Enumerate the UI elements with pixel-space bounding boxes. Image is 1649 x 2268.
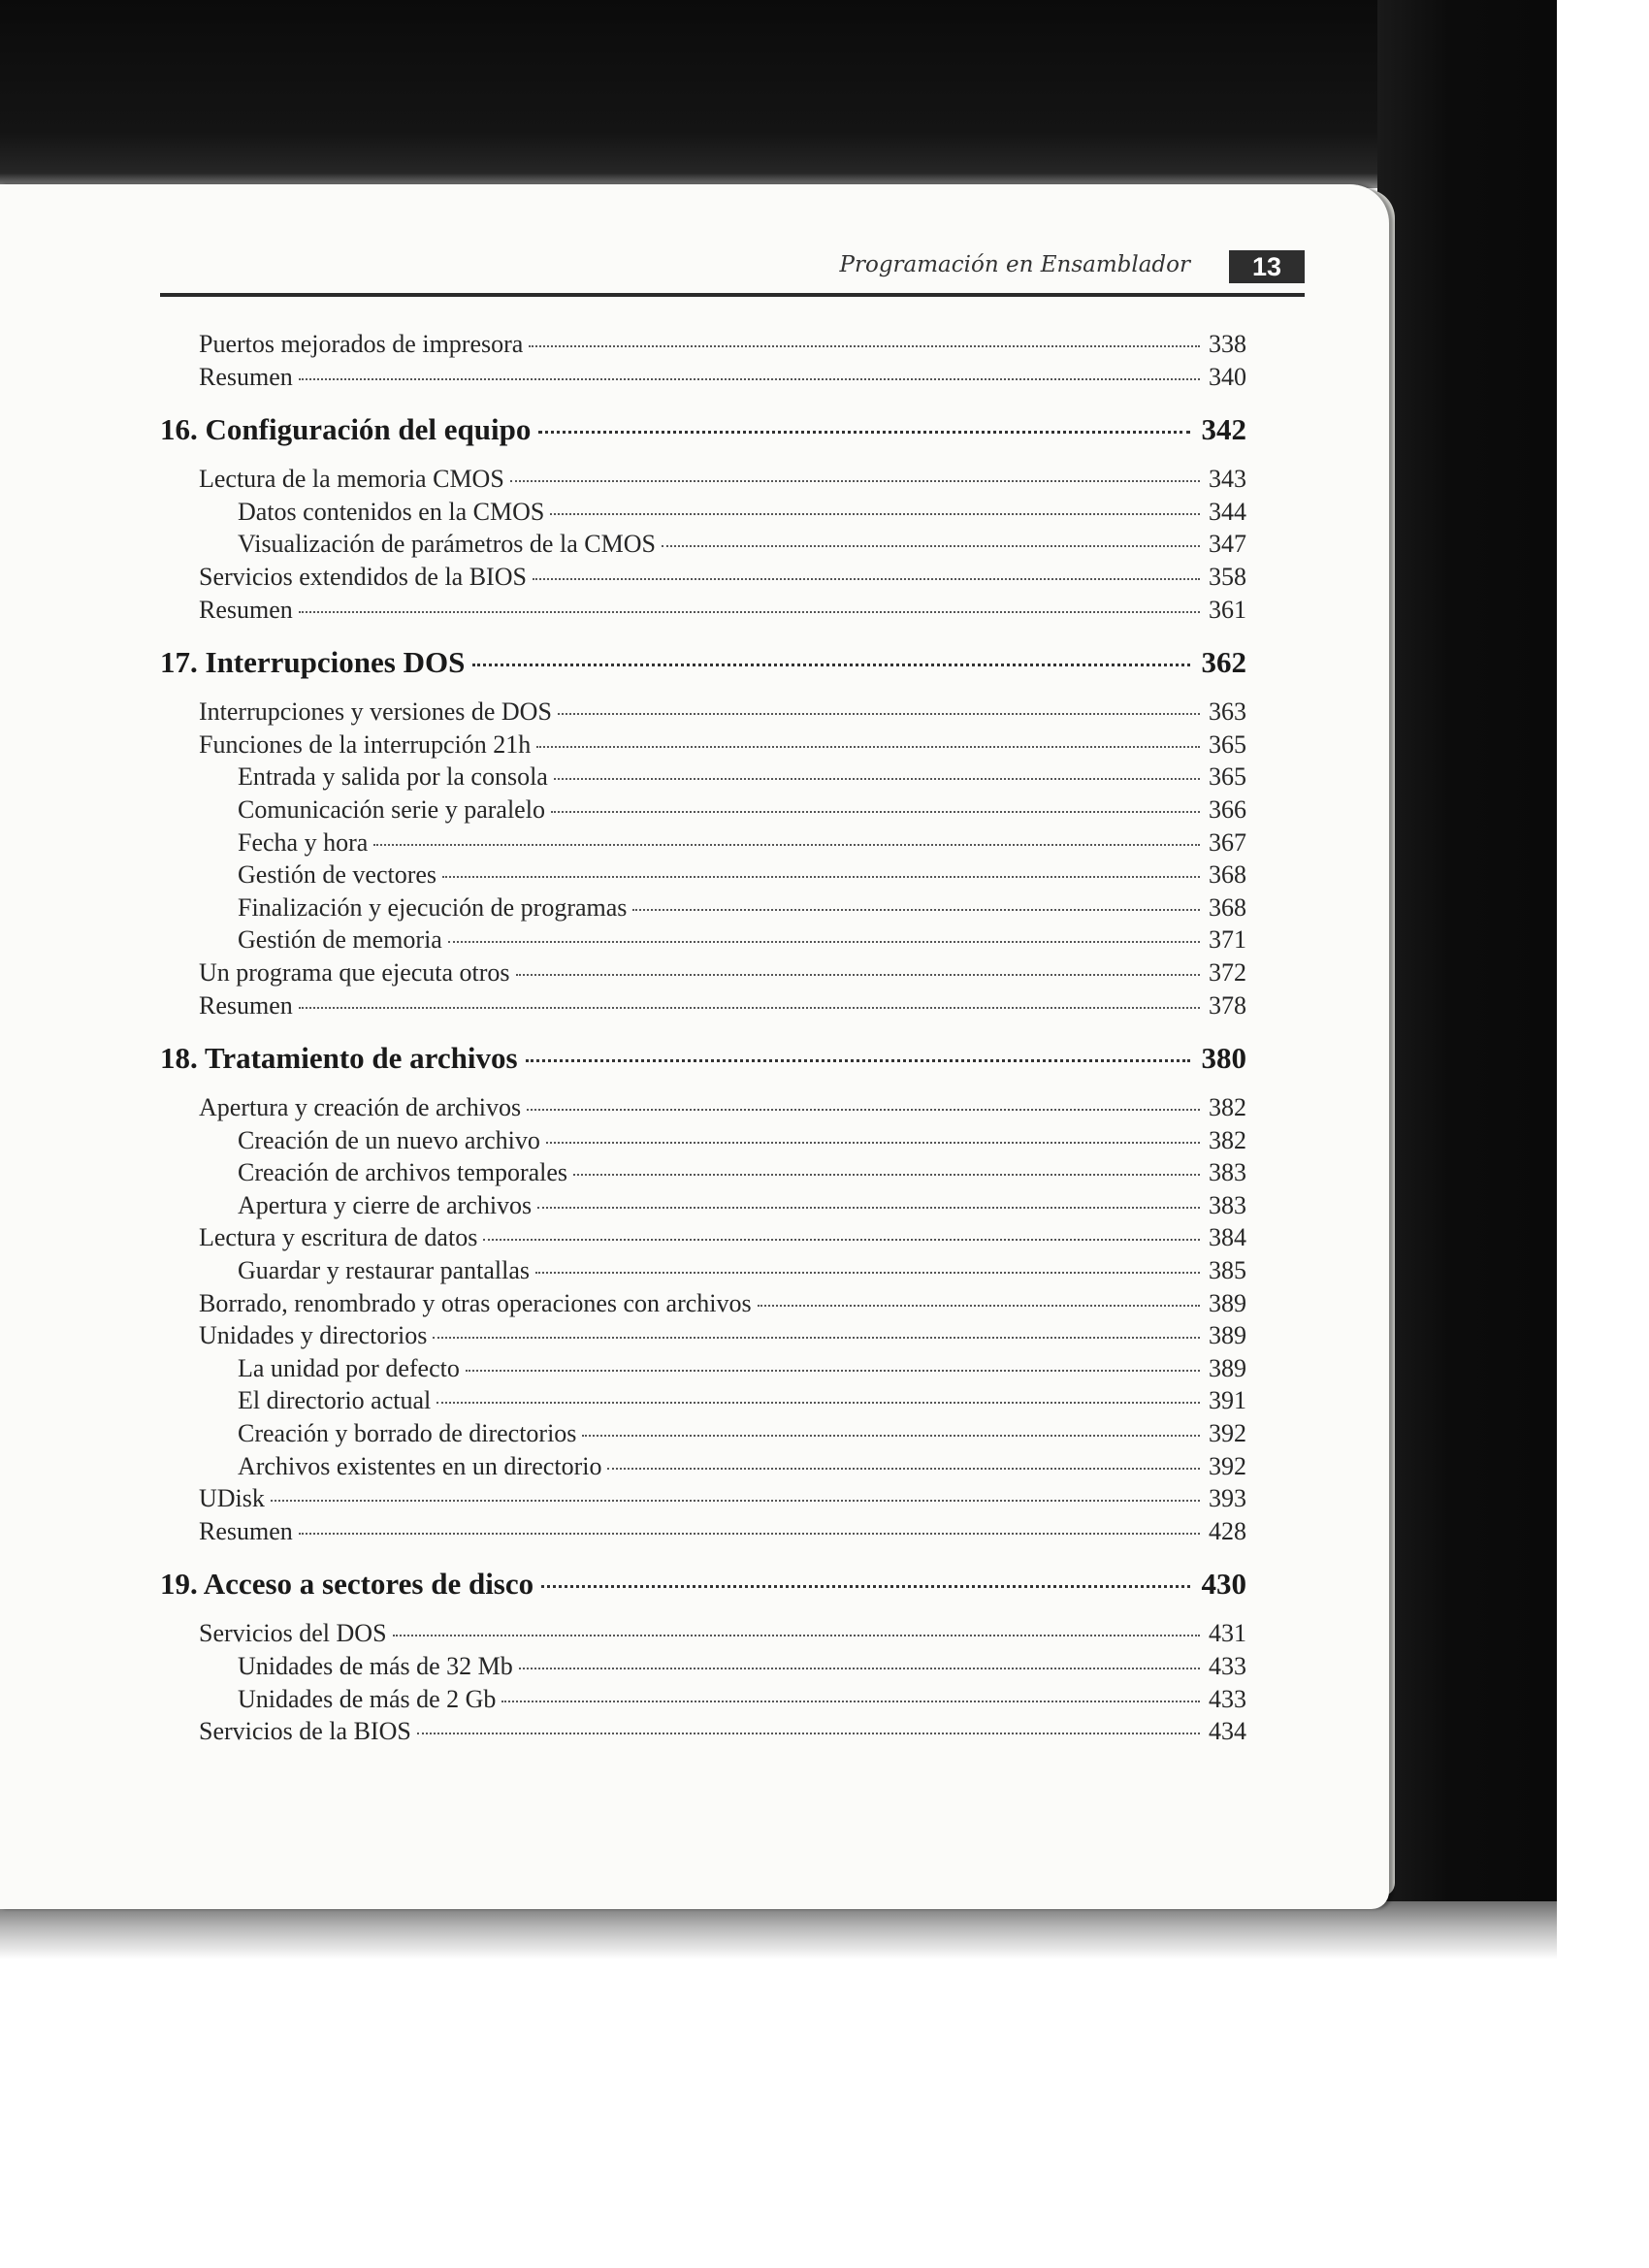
dot-leader [535, 1272, 1200, 1274]
toc-entry [160, 795, 1246, 828]
entry-title: UDisk [199, 1484, 265, 1513]
toc-entry [160, 1685, 1246, 1718]
page-number: 383 [1209, 1190, 1246, 1219]
page-number: 347 [1209, 530, 1246, 559]
entry-title: Unidades de más de 32 Mb [238, 1652, 513, 1680]
toc-entry [160, 1289, 1246, 1322]
toc-entry [160, 530, 1246, 563]
toc-entry [160, 1484, 1246, 1517]
toc-entry [160, 1419, 1246, 1452]
toc-entry [160, 958, 1246, 991]
entry-title: Servicios del DOS [199, 1619, 387, 1648]
chapter-title: 19. Acceso a sectores de disco [160, 1567, 534, 1602]
chapter-title: 18. Tratamiento de archivos [160, 1041, 518, 1076]
dot-leader [472, 664, 1190, 666]
page-number: 385 [1209, 1256, 1246, 1285]
toc-chapter [160, 1567, 1246, 1605]
toc-entry [160, 465, 1246, 498]
dot-leader [526, 1059, 1190, 1062]
page-number: 361 [1209, 595, 1246, 624]
entry-title: Apertura y cierre de archivos [238, 1190, 533, 1219]
entry-title: Unidades y directorios [199, 1321, 428, 1350]
page-number: 433 [1209, 1684, 1246, 1713]
entry-title: La unidad por defecto [238, 1353, 460, 1382]
toc-entry [160, 1158, 1246, 1191]
entry-title: Resumen [199, 1516, 293, 1545]
dot-leader [662, 545, 1200, 547]
entry-title: Gestión de vectores [238, 860, 437, 890]
toc-entry [160, 596, 1246, 629]
page-number: 393 [1209, 1484, 1246, 1513]
toc-entry [160, 1256, 1246, 1289]
entry-title: Resumen [199, 595, 293, 624]
page-number: 340 [1209, 362, 1246, 391]
entry-title: Datos contenidos en la CMOS [238, 497, 545, 526]
page-number: 362 [1201, 645, 1246, 680]
toc-entry [160, 1126, 1246, 1159]
page-number: 382 [1209, 1125, 1246, 1154]
page-number: 389 [1209, 1353, 1246, 1382]
entry-title: Interrupciones y versiones de DOS [199, 697, 552, 727]
header-rule [160, 293, 1305, 297]
toc-entry [160, 893, 1246, 926]
dot-leader [299, 611, 1200, 613]
toc-entry [160, 1223, 1246, 1256]
entry-title: Creación y borrado de directorios [238, 1419, 577, 1448]
dot-leader [417, 1733, 1200, 1734]
dot-leader [558, 713, 1200, 715]
running-header [160, 250, 1305, 293]
page-number: 366 [1209, 794, 1246, 824]
toc-chapter [160, 412, 1246, 451]
page-number: 344 [1209, 497, 1246, 526]
toc-entry [160, 1452, 1246, 1485]
dot-leader [436, 1402, 1200, 1404]
page-number: 392 [1209, 1419, 1246, 1448]
dot-leader [510, 480, 1200, 482]
toc-entry [160, 1321, 1246, 1354]
page-number: 358 [1209, 562, 1246, 591]
toc-entry [160, 1354, 1246, 1387]
entry-title: Servicios extendidos de la BIOS [199, 562, 527, 591]
dot-leader [501, 1701, 1200, 1702]
dot-leader [519, 1668, 1200, 1669]
page-number: 371 [1209, 925, 1246, 955]
dot-leader [550, 513, 1200, 515]
toc-entry [160, 1093, 1246, 1126]
page-number: 391 [1209, 1386, 1246, 1415]
page-number: 430 [1201, 1567, 1246, 1602]
dot-leader [442, 876, 1200, 878]
toc-entry [160, 925, 1246, 958]
entry-title: Puertos mejorados de impresora [199, 330, 524, 358]
scan-background-right [1377, 0, 1557, 1940]
page-number: 368 [1209, 892, 1246, 922]
entry-title: Fecha y hora [238, 827, 369, 857]
dot-leader [529, 345, 1200, 347]
page-number: 365 [1209, 729, 1246, 759]
page-number: 392 [1209, 1451, 1246, 1480]
entry-title: Servicios de la BIOS [199, 1717, 411, 1746]
toc-entry [160, 1652, 1246, 1685]
dot-leader [433, 1337, 1200, 1339]
page-number: 434 [1209, 1717, 1246, 1746]
toc-entry [160, 563, 1246, 596]
page-number: 380 [1201, 1041, 1246, 1076]
dot-leader [466, 1370, 1200, 1372]
page-number: 338 [1209, 330, 1246, 358]
entry-title: El directorio actual [238, 1386, 432, 1415]
toc-entry [160, 1386, 1246, 1419]
page-number: 431 [1209, 1619, 1246, 1648]
entry-title: Creación de un nuevo archivo [238, 1125, 540, 1154]
dot-leader [546, 1142, 1200, 1144]
page-number: 389 [1209, 1321, 1246, 1350]
dot-leader [632, 909, 1200, 911]
dot-leader [527, 1109, 1200, 1111]
toc-chapter [160, 645, 1246, 684]
page-number: 384 [1209, 1223, 1246, 1252]
entry-title: Apertura y creación de archivos [199, 1093, 522, 1122]
dot-leader [271, 1500, 1200, 1502]
toc-entry [160, 991, 1246, 1024]
dot-leader [607, 1468, 1200, 1470]
entry-title: Gestión de memoria [238, 925, 442, 955]
entry-title: Un programa que ejecuta otros [199, 957, 510, 987]
entry-title: Resumen [199, 362, 293, 391]
toc-entry [160, 1517, 1246, 1550]
page-number: 365 [1209, 762, 1246, 792]
page-number: 342 [1201, 412, 1246, 447]
dot-leader [582, 1435, 1200, 1437]
page-number: 378 [1209, 990, 1246, 1020]
dot-leader [536, 746, 1200, 748]
toc-entry [160, 363, 1246, 396]
header-title: Programación en Ensamblador [839, 252, 1190, 277]
toc-entry [160, 828, 1246, 861]
entry-title: Visualización de parámetros de la CMOS [238, 530, 656, 559]
toc-entry [160, 498, 1246, 531]
dot-leader [448, 941, 1200, 943]
toc-entry [160, 860, 1246, 893]
scan-background-top [0, 0, 1557, 188]
dot-leader [541, 1585, 1190, 1588]
dot-leader [551, 811, 1200, 813]
dot-leader [393, 1635, 1200, 1636]
toc-chapter [160, 1041, 1246, 1080]
page-number: 428 [1209, 1516, 1246, 1545]
dot-leader [538, 431, 1190, 434]
toc-entry [160, 1191, 1246, 1224]
entry-title: Lectura y escritura de datos [199, 1223, 478, 1252]
entry-title: Borrado, renombrado y otras operaciones con archivos [199, 1288, 752, 1317]
entry-title: Funciones de la interrupción 21h [199, 729, 532, 759]
dot-leader [299, 1007, 1200, 1009]
dot-leader [533, 578, 1200, 580]
entry-title: Creación de archivos temporales [238, 1158, 568, 1187]
page-number: 389 [1209, 1288, 1246, 1317]
page-number: 382 [1209, 1093, 1246, 1122]
page-number: 343 [1209, 465, 1246, 494]
toc-entry [160, 697, 1246, 730]
table-of-contents [160, 330, 1246, 1750]
dot-leader [554, 778, 1200, 780]
chapter-title: 17. Interrupciones DOS [160, 645, 466, 680]
scan-shadow-bottom [0, 1901, 1557, 1960]
dot-leader [516, 974, 1200, 976]
entry-title: Unidades de más de 2 Gb [238, 1684, 497, 1713]
toc-entry [160, 1619, 1246, 1652]
page-number-badge: 13 [1229, 250, 1305, 283]
page-number: 372 [1209, 957, 1246, 987]
toc-entry [160, 330, 1246, 363]
page-number: 383 [1209, 1158, 1246, 1187]
entry-title: Guardar y restaurar pantallas [238, 1256, 531, 1285]
entry-title: Lectura de la memoria CMOS [199, 465, 504, 494]
entry-title: Archivos existentes en un directorio [238, 1451, 602, 1480]
dot-leader [758, 1305, 1200, 1307]
entry-title: Finalización y ejecución de programas [238, 892, 628, 922]
dot-leader [299, 378, 1200, 380]
entry-title: Comunicación serie y paralelo [238, 794, 545, 824]
toc-entry [160, 1717, 1246, 1750]
page-number: 367 [1209, 827, 1246, 857]
dot-leader [373, 844, 1200, 846]
entry-title: Entrada y salida por la consola [238, 762, 548, 792]
dot-leader [483, 1239, 1200, 1241]
toc-entry [160, 730, 1246, 763]
toc-entry [160, 762, 1246, 795]
dot-leader [573, 1174, 1200, 1176]
chapter-title: 16. Configuración del equipo [160, 412, 532, 447]
dot-leader [537, 1207, 1200, 1209]
page-number: 368 [1209, 860, 1246, 890]
page-number: 433 [1209, 1652, 1246, 1680]
page-number: 363 [1209, 697, 1246, 727]
dot-leader [299, 1533, 1200, 1535]
entry-title: Resumen [199, 990, 293, 1020]
